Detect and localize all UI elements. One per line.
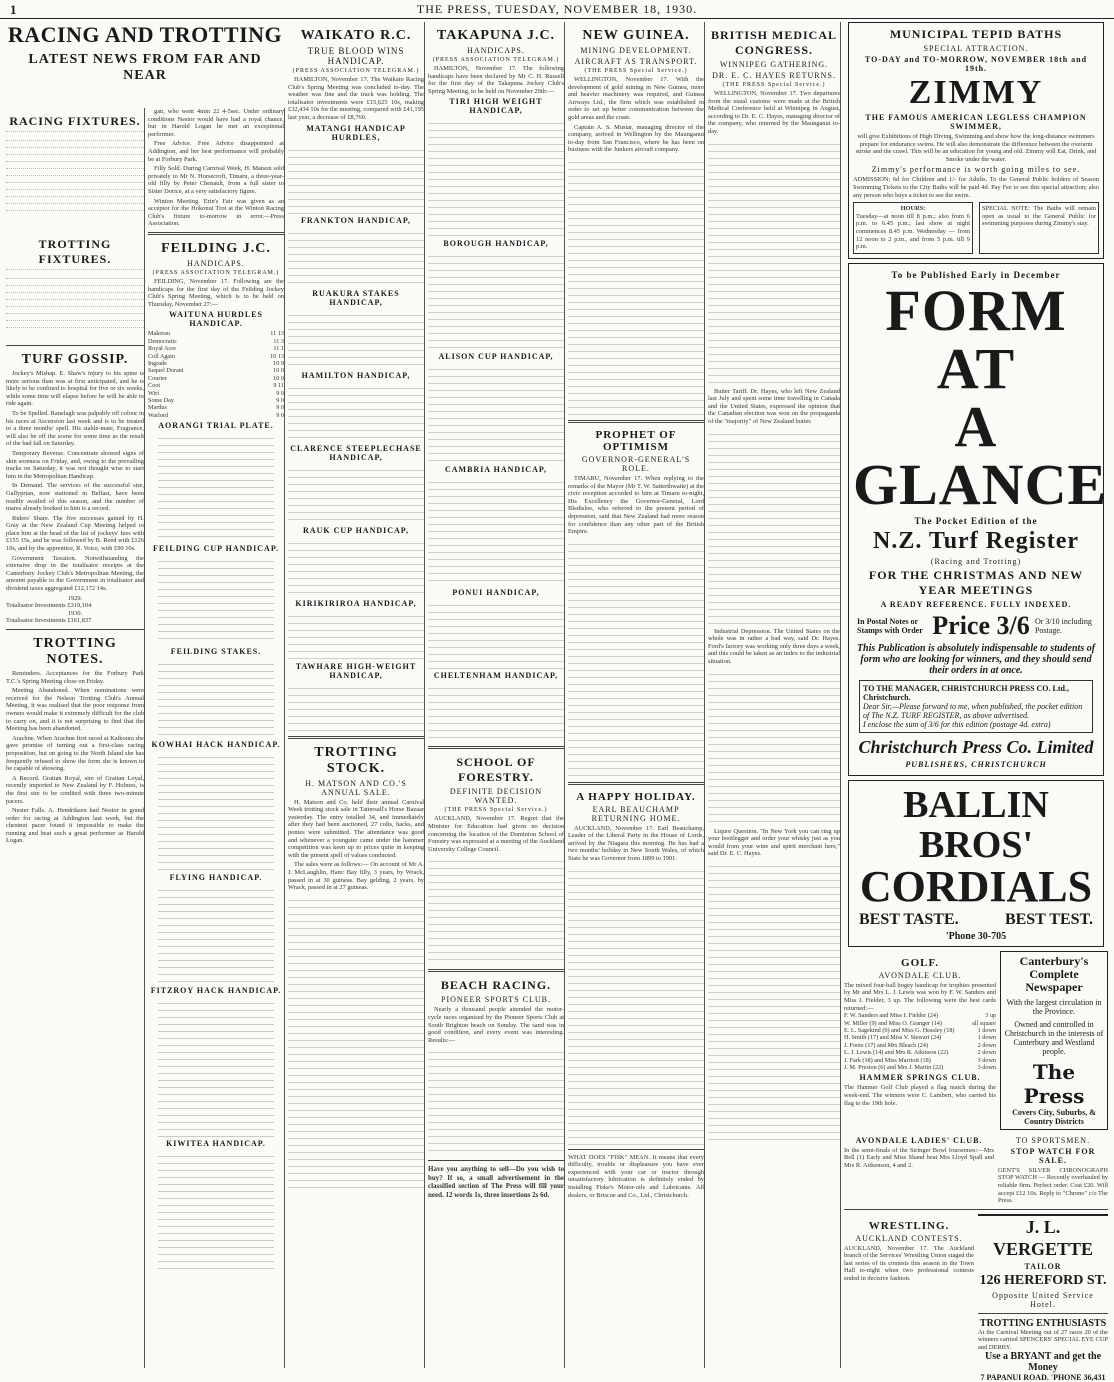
turf-register-ad xyxy=(848,263,1108,776)
entry-row xyxy=(148,353,284,360)
golf-score: 1 down xyxy=(977,1034,996,1042)
turf-register-title: N.Z. Turf Register xyxy=(873,527,1079,554)
golf-column xyxy=(844,951,996,1130)
zimmy-title: ZIMMY xyxy=(908,74,1044,111)
beach-racing-heading: BEACH RACING. xyxy=(440,978,552,993)
para-new-guinea-1: WELLINGTON, November 17. With the development of gold mining in New Guinea, more and heavier machinery was required, and Guinea Airways Ltd., the firm which was established in order to set up better communication between the gold areas and the coast. xyxy=(568,76,704,121)
baths-ad xyxy=(848,22,1104,259)
entry-row xyxy=(148,360,284,367)
trotting-fixtures-heading: TROTTING FIXTURES. xyxy=(38,237,112,266)
entry-weight: 9 0 xyxy=(276,404,284,412)
takapuna-sub: HANDICAPS. xyxy=(467,46,525,55)
alison-entries xyxy=(428,363,564,463)
column-4 xyxy=(428,22,565,1368)
race-cheltenham: CHELTENHAM HANDICAP, xyxy=(433,671,559,681)
para-arachne: Arachne. When Arachne first raced at Kaikoura she gave promise of turning out a first-class racing proposition, but on going to the North Island she has frequently refused to show the form she is known to be capable of showing. xyxy=(6,734,144,773)
trotting-notes-body xyxy=(6,670,144,845)
entry-row xyxy=(148,382,284,389)
main-subheadline: LATEST NEWS FROM FAR AND NEAR xyxy=(28,52,262,83)
ready-reference: A READY REFERENCE. FULLY INDEXED. xyxy=(880,599,1072,609)
page-number: 1 xyxy=(10,2,17,17)
avondale-ladies xyxy=(844,1134,994,1205)
golf-row xyxy=(844,1057,996,1064)
best-test: BEST TEST. xyxy=(1004,910,1093,928)
beach-results xyxy=(428,1046,564,1156)
golf-results xyxy=(844,1012,996,1071)
golf-score: all square xyxy=(972,1019,996,1027)
golf-row xyxy=(844,1049,996,1056)
para-filly-sold: Filly Sold. During Carnival Week, H. Matson sold privately to Mr N. Horsecroft, Timaru, a three-year-old filly by Peter Chenault, from a full sister to Sister Dorice, at a very satisfactory figure. xyxy=(148,165,284,195)
order-enclose: I enclose the sum of 3/6 for this edition (postage 4d. extra) xyxy=(863,719,1051,729)
para-industrial: Industrial Depression. The United States on the whole was in rather a bad way, said Dr. Hayes. Ford's factory was working only three days a week, and this could be taken as an index to the industrial situation. xyxy=(708,627,840,665)
feilding-sub: HANDICAPS. xyxy=(187,258,245,268)
golf-row xyxy=(844,1034,996,1041)
trotting-notes-heading: TROTTING NOTES. xyxy=(33,636,117,667)
medical-body-2 xyxy=(708,428,840,628)
ballin-title: BALLIN BROS' xyxy=(903,783,1049,866)
entry-row xyxy=(148,367,284,374)
vergette-ad xyxy=(978,1214,1108,1382)
aorangi-entries xyxy=(158,432,274,542)
order-to-manager: TO THE MANAGER, CHRISTCHURCH PRESS CO. Ltd., Christchurch. xyxy=(863,683,1069,702)
beach-racing-sub: PIONEER SPORTS CLUB. xyxy=(441,995,551,1005)
price: Price 3/6 xyxy=(932,610,1030,640)
holiday-sub: EARL BEAUCHAMP RETURNING HOME. xyxy=(591,804,681,823)
trotting-desc: At the Carnival Meeting out of 27 races 20 of the winners carried SPENCERS' SPECIAL EYE CUP and DERBY. xyxy=(978,1328,1108,1351)
column-7-ads xyxy=(844,22,1108,1382)
golf-score: 3 up xyxy=(985,1012,996,1020)
race-frankton: FRANKTON HANDICAP, xyxy=(300,215,411,225)
prophet-heading: PROPHET OF OPTIMISM xyxy=(595,428,677,453)
para-nester-falls: Nester Falls. A. Hendriksen had Nestor in grand order for racing at Addington last week, but the chestnut pacer found it impossible to make the running and beat such a great performer as Harold Logan. xyxy=(6,807,144,845)
cambria-entries xyxy=(428,476,564,586)
to-sportsmen: TO SPORTSMEN. xyxy=(1015,1135,1091,1145)
tax-row-1929: Totalisator Investments £319,104 xyxy=(6,602,92,610)
race-tawhare: TAWHARE HIGH-WEIGHT HANDICAP, xyxy=(295,661,417,680)
turf-gossip-body xyxy=(6,370,144,625)
entry-weight: 9 11 xyxy=(273,382,284,390)
column-3 xyxy=(288,22,425,1368)
entry-weight: 10 13 xyxy=(270,352,284,360)
golf-pair: F. W. Sanders and Miss I. Fielder (24) xyxy=(844,1012,939,1020)
medical-sub: WINNIPEG GATHERING. xyxy=(719,60,829,69)
column-1 xyxy=(6,108,145,1368)
race-feilding-cup: FEILDING CUP HANDICAP. xyxy=(153,544,279,554)
the-press-logo: The Press xyxy=(1023,1059,1085,1108)
golf-row xyxy=(844,1027,996,1034)
race-aorangi: AORANGI TRIAL PLATE. xyxy=(158,421,274,431)
para-liquor: Liquor Question. "In New York you can ring up your bootlegger and order your whisky just as you would from your wine and spirit merchant here," said Dr. E. C. Hayes. xyxy=(708,827,840,858)
race-tiri: TIRI HIGH WEIGHT HANDICAP, xyxy=(449,97,543,116)
main-headline-block xyxy=(6,22,284,102)
para-riders-share: Riders' Share. The five successes gained by H. Gray at the New Zealand Cup Meeting helped to place him at the head of the list of jockeys' fees with £155 15s, and he was followed by B. Reed with £126 10s, and by the apprentice, R. Voice, with £90 10s. xyxy=(6,514,144,553)
masthead xyxy=(0,0,1114,19)
entries-list xyxy=(148,330,284,419)
column-2 xyxy=(148,108,285,1368)
cpc-publishers: PUBLISHERS, CHRISTCHURCH xyxy=(905,759,1047,769)
borough-entries xyxy=(428,250,564,350)
race-kowhai: KOWHAI HACK HANDICAP. xyxy=(151,740,281,750)
column-5 xyxy=(568,22,705,1368)
entry-horse: Courier xyxy=(148,374,167,382)
wrestling-section xyxy=(844,1214,974,1382)
vergette-opposite: Opposite United Service Hotel. xyxy=(992,1290,1094,1309)
para-reminders: Reminders. Acceptances for the Forbury Park T.C.'s Spring Meeting close on Friday. xyxy=(6,670,144,685)
indispensable-note: This Publication is absolutely indispensable to students of form who are looking for winners, and they should send their orders in at once. xyxy=(856,642,1096,676)
clarence-results xyxy=(288,464,424,524)
classified-promo: Have you anything to sell—Do you wish to buy? If so, a small advertisement in the classified section of The Press will fill your need. 12 words 1s, three insertions 2s 6d. xyxy=(428,1165,564,1199)
race-rauk-cup: RAUK CUP HANDICAP, xyxy=(303,525,409,535)
canterbury-ad xyxy=(1000,951,1108,1130)
sales-list xyxy=(288,894,424,1194)
col2-intro xyxy=(148,108,284,228)
golf-pair: J. Fark (18) and Miss Marriott (18) xyxy=(844,1056,931,1064)
race-matangi: MATANGI HANDICAP HURDLES, xyxy=(306,123,406,142)
pub-early: To be Published Early in December xyxy=(891,269,1061,280)
new-guinea-heading: NEW GUINEA. xyxy=(582,28,690,43)
covers: Covers City, Suburbs, & Country Districts xyxy=(1012,1107,1096,1126)
gents-watch: GENT'S SILVER CHRONOGRAPH STOP WATCH — Recently overhauled by reliable firm. Perfect order. Cost £20. Will accept £12 10s. Reply to "Chrono" c/o The Press. xyxy=(998,1166,1108,1205)
baths-special: SPECIAL ATTRACTION. xyxy=(923,44,1029,53)
cpc-name: Christchurch Press Co. Limited xyxy=(858,736,1094,757)
holiday-heading: A HAPPY HOLIDAY. xyxy=(576,790,696,803)
trotting-fixtures-list xyxy=(6,269,144,341)
entry-row xyxy=(148,390,284,397)
race-ponui: PONUI HANDICAP, xyxy=(452,588,540,598)
medical-sub2: DR. E. C. HAYES RETURNS. xyxy=(712,71,836,80)
para-matson-sale: H. Matson and Co. held their annual Carnival Week trotting stock sale in Tattersall's Horse Bazaar yesterday. The entry totalled 34, and immediately after they had been auctioned, 27 colts, hacks, and ponies were submitted. The attendance was good and whenever a youngster came under the hammer competition was keen up to prices quite in keeping with the present spell of values conducted. xyxy=(288,798,424,859)
entry-horse: Democratic xyxy=(148,337,177,345)
form-at: FORM AT xyxy=(885,277,1067,401)
golf-pair: J. Foote (17) and Mrs Bleach (24) xyxy=(844,1041,929,1049)
feilding-assoc: (PRESS ASSOCIATION TELEGRAM.) xyxy=(152,269,280,276)
entry-horse: Sequel Dorani xyxy=(148,367,184,375)
baths-when: TO-DAY and TO-MORROW, NOVEMBER 18th and 19th. xyxy=(864,55,1088,73)
new-guinea-sub2: AIRCRAFT AS TRANSPORT. xyxy=(574,57,698,66)
para-forestry: AUCKLAND, November 17. Regret that the Minister for Education had given no decision concerning the location of the Dominion School of Forestry was expressed at a meeting of the Auckland University College Council. xyxy=(428,815,564,853)
para-sales-list: The sales were as follows:— On account of Mr A. J. McLaughlin, Ham: Bay filly, 3 years, by Wrack, passed in at 30 guineas. Bay gelding, 2 years, by Wrack, passed in at 27 guineas. xyxy=(288,861,424,892)
golf-score: 2 down xyxy=(977,1049,996,1057)
kiwitea-entries xyxy=(158,1150,274,1270)
para-waikato-intro: HAMILTON, November 17. The Waikato Racing Club's Spring Meeting was concluded to-day. The weather was fine and the track was holding. The totalisator investments were £15,625 10s, making £32,434 10s for the meeting, compared with £41,195 last year, a decrease of £8,760. xyxy=(288,76,424,121)
racing-fixtures-heading: RACING FIXTURES. xyxy=(9,114,141,128)
golf-score: 3 down xyxy=(977,1056,996,1064)
golf-para: The mixed four-ball bogey handicap for trophies presented by Mr and Mrs L. J. Lewis was won by F. W. Sanders and Miss I. Fielder, 3 up. The following were the best cards returned:— xyxy=(844,981,996,1012)
entry-weight: 10 9 xyxy=(273,359,284,367)
order-dear-sir: Dear Sir,—Please forward to me, when published, the pocket edition of The N.Z. TURF REGISTER, as above advertised. xyxy=(863,701,1083,720)
entry-row xyxy=(148,345,284,352)
race-hamilton: HAMILTON HANDICAP, xyxy=(301,370,411,380)
para-a-record: A Record. Grattan Royal, sire of Grattan Loyal, recently imported to New Zealand by F. Holmes, is the first sire to be credited with three two-minute pacers. xyxy=(6,774,144,805)
pocket-edition: The Pocket Edition of the xyxy=(914,515,1038,526)
para-takapuna-intro: HAMILTON, November 17. The following handicaps have been declared by Mr C. H. Russell for the first day of the Takapuna Jockey Club's Spring Meeting, to be held on November 29th:— xyxy=(428,65,564,95)
tiri-entries xyxy=(428,117,564,237)
entry-weight: 9 0 xyxy=(276,396,284,404)
racing-trotting-label: (Racing and Trotting) xyxy=(930,556,1022,566)
matangi-results xyxy=(288,144,424,214)
entry-weight: 10 0 xyxy=(273,374,284,382)
entry-horse: Royal Acre xyxy=(148,345,177,353)
feilding-heading: FEILDING J.C. xyxy=(161,240,271,256)
entry-row xyxy=(148,330,284,337)
entry-row xyxy=(148,412,284,419)
vergette-tailor: TAILOR xyxy=(1024,1261,1062,1271)
golf-heading: GOLF. xyxy=(901,956,939,969)
hours-text: Tuesday—at noon till 8 p.m.; also from 6 p.m. to 6.45 p.m.; last show at night commences 8.45 p.m. Wednesday — from 12 noon to 2 p.m., and from 5 p.m. till 9 p.m. xyxy=(856,212,970,251)
cheltenham-entries xyxy=(428,682,564,742)
bryant-address: 7 PAPANUI ROAD. 'PHONE 36,431 xyxy=(980,1373,1106,1382)
race-flying: FLYING HANDICAP. xyxy=(169,873,263,883)
race-alison: ALISON CUP HANDICAP, xyxy=(438,352,554,362)
best-taste: BEST TASTE. xyxy=(859,910,959,928)
ruakura-results xyxy=(288,309,424,369)
feilding-cup-entries xyxy=(158,555,274,645)
golf-pair: E. L. Sagekind (9) and Miss G. Heasley (18) xyxy=(844,1026,955,1034)
entry-row xyxy=(148,397,284,404)
para-in-demand: In Demand. The services of the successful sire, Gallyprian, now stationed in Belfast, have been readily availed of this season, and the number of mares already booked to him is a record. xyxy=(6,482,144,513)
zimmy-worth: Zimmy's performance is worth going miles to see. xyxy=(871,165,1081,175)
para-beach: Nearly a thousand people attended the motor-cycle races organised by the Pioneer Sports Club at South Brighton beach on Sunday. The sand was in good condition, and every event was interesting. Results:— xyxy=(428,1006,564,1044)
para-to-be-spelled: To be Spelled. Ranelagh was palpably off colour in his races at Ascension last week and is to be treated to a three months' spell. His stable-mate, Fragrance, will also be off the scene for some time as the result of the bad fall on Saturday. xyxy=(6,409,144,448)
golf-pair: J. M. Preston (6) and Mrs J. Martin (22) xyxy=(844,1063,944,1071)
race-kirikiriroa: KIRIKIRIROA HANDICAP, xyxy=(295,598,417,608)
masthead-title: THE PRESS, TUESDAY, NOVEMBER 18, 1930. xyxy=(416,2,698,16)
postal-notes: In Postal Notes or Stamps with Order xyxy=(857,616,923,635)
rauk-results xyxy=(288,537,424,597)
hammer-para: The Hanmer Golf Club played a flag match during the week-end. The winners were C. Lambert, who carried his flag to the 19th hole. xyxy=(844,1084,996,1107)
golf-score: 2 down xyxy=(977,1041,996,1049)
para-government-taxation: Government Taxation. Notwithstanding the extensive drop in the totalisator receipts at the Canterbury Jockey Club's Metropolitan Meeting, the amount payable to the Government in totalisator and dividend taxes aggregated £12,172 14s. xyxy=(6,554,144,593)
special-note-box: SPECIAL NOTE: The Baths will remain open as usual to the General Public for swimming purposes during Zimmy's stay. xyxy=(979,202,1099,254)
entry-horse: Warlord xyxy=(148,411,169,419)
hammer-heading: HAMMER SPRINGS CLUB. xyxy=(859,1073,981,1083)
para-butter-tariff: Butter Tariff. Dr. Hayes, who left New Zealand last July and spent some time travelling in Canada and the United States, expressed the opinion that the Canadian election was won on the propaganda of the "majority" of New Zealand butter. xyxy=(708,387,840,425)
golf-pair: W. Miller (9) and Miss O. Granger (14) xyxy=(844,1019,942,1027)
trotting-enthusiasts: TROTTING ENTHUSIASTS xyxy=(979,1317,1107,1329)
a-glance: A GLANCE xyxy=(853,393,1108,517)
waikato-heading: WAIKATO R.C. xyxy=(300,28,412,43)
para-medical-1: WELLINGTON, November 17. Two departures from the usual customs were made at the British Medical Conference held at Winnipeg in August, according to Dr. E. C. Hayes, managing director of the company, who returned by the Maunganui to-day. xyxy=(708,90,840,135)
para-meeting-abandoned: Meeting Abandoned. When nominations were received for the Nelson Trotting Club's Annual Meeting, it was realised that the poor response from owners would make it extremely difficult for the club to carry on, and it is not surprising to find that the Meeting has been abandoned. xyxy=(6,687,144,733)
order-form[interactable] xyxy=(859,680,1093,733)
para-prophet: TIMARU, November 17. When replying to the remarks of the Mayor (Mr T. W. Satterthwaite) at the civic reception accorded to him at Timaru to-night, His Excellency the Governor-General, Lord Bledisloe, who referred to the present period of depression, said that New Zealand had more reason for confidence than any other part of the British Empire. xyxy=(568,474,704,536)
entry-weight: 9 0 xyxy=(276,389,284,397)
para-temporary-reverse: Temporary Reverse. Concentrate showed signs of skin soreness on Friday, and, owing to the prevailing tracks on Saturday, it was not thought wise to start him in the Metropolitan Handicap. xyxy=(6,449,144,480)
new-guinea-sub: MINING DEVELOPMENT. xyxy=(580,46,692,55)
column-6 xyxy=(708,22,841,1368)
race-clarence: CLARENCE STEEPLECHASE HANDICAP, xyxy=(290,443,422,462)
flying-entries xyxy=(158,884,274,984)
para-free-advice: Free Advice. Free Advice disappointed at Addington, and her best performance will probably be at Forbury Park. xyxy=(148,140,284,163)
golf-row xyxy=(844,1012,996,1019)
frankton-results xyxy=(288,227,424,287)
para-jockey-mishap: Jockey's Mishap. E. Shaw's injury to his spine is more serious than was at first anticipated, and he is likely to be confined to hospital for five or six weeks, while some time will elapse before he will be able to ride again. xyxy=(6,370,144,408)
racing-fixtures-list xyxy=(6,131,144,231)
entry-weight: 11 3 xyxy=(273,337,284,345)
golf-row xyxy=(844,1064,996,1071)
avondale-heading: AVONDALE CLUB. xyxy=(878,970,962,980)
entry-horse: Makerau xyxy=(148,330,170,338)
owned-controlled: Owned and controlled in Christchurch in the interests of Canterbury and Westland people. xyxy=(1004,1019,1104,1056)
entry-weight: 11 1 xyxy=(273,345,284,353)
race-feilding-stakes: FEILDING STAKES. xyxy=(170,647,262,657)
entry-horse: Coll Again xyxy=(148,352,175,360)
ladies-para: In the semi-finals of the Stringer Bowl foursomes:—Mrs Bell (1) Early and Miss Shand beat Mrs Lloyd Spall and Mrs R. Aitkenson, 4 and 2. xyxy=(844,1146,994,1169)
wrestling-para: AUCKLAND, November 17. The Auckland branch of the Services' Wrestling Union staged the last series of its contests this season in the Town Hall to-night when two professional contests ended in decisive fashion. xyxy=(844,1244,974,1283)
entry-horse: Some Day xyxy=(148,396,174,404)
avondale-ladies-heading: AVONDALE LADIES' CLUB. xyxy=(855,1135,983,1145)
medical-body-1 xyxy=(708,138,840,388)
tawhare-results xyxy=(288,682,424,732)
largest-circulation: With the largest circulation in the Province. xyxy=(1006,997,1102,1016)
race-cambria: CAMBRIA HANDICAP, xyxy=(444,465,548,475)
prophet-body xyxy=(568,538,704,778)
hours-title: HOURS: xyxy=(900,205,926,213)
entry-horse: Mardus xyxy=(148,404,167,412)
for-christmas: FOR THE CHRISTMAS AND NEW YEAR MEETINGS xyxy=(868,567,1084,597)
entry-row xyxy=(148,375,284,382)
turf-gossip-heading: TURF GOSSIP. xyxy=(21,352,129,367)
entry-weight: 10 0 xyxy=(273,367,284,375)
golf-score: 1 down xyxy=(977,1026,996,1034)
medical-body-3 xyxy=(708,668,840,828)
prophet-sub: GOVERNOR-GENERAL'S ROLE. xyxy=(581,454,691,473)
zimmy-admission: ADMISSION: 6d for Children and 1/- for Adults. To the General Public holders of Season Swimming Tickets to the City Baths will be paid 4d. Pay Fee to see this special attraction; also any person who buys a ticket to see the swim. xyxy=(853,176,1099,199)
race-fitzroy: FITZROY HACK HANDICAP. xyxy=(150,986,282,996)
vergette-name: J. L. VERGETTE xyxy=(978,1214,1108,1260)
postage-note: Or 3/10 including Postage. xyxy=(1034,616,1092,635)
para-winton-meeting: Winton Meeting. Erin's Fair was given as an acceptor for the Hokonui Trot at the Winton Racing Club's fixture to-morrow in error.—Press Association. xyxy=(148,197,284,228)
golf-row xyxy=(844,1042,996,1049)
tax-year-1929: 1929. xyxy=(67,594,83,602)
entry-row xyxy=(148,338,284,345)
vergette-address: 126 HEREFORD ST. xyxy=(979,1272,1107,1288)
waikato-assoc: (PRESS ASSOCIATION TELEGRAM.) xyxy=(292,68,420,74)
para-nestor-cont: gan, who went 4min 22 4-5sec. Under ordinary conditions Nestor would have had a royal chance, but in Harold Logan he met an exceptional performer. xyxy=(148,108,284,138)
entry-row xyxy=(148,404,284,411)
forestry-body xyxy=(428,855,564,965)
forestry-heading: SCHOOL OF FORESTRY. xyxy=(456,755,536,785)
hamilton-results xyxy=(288,382,424,442)
takapuna-assoc: (PRESS ASSOCIATION TELEGRAM.) xyxy=(432,57,560,63)
golf-score: 3 down xyxy=(977,1063,996,1071)
race-kiwitea: KIWITEA HANDICAP. xyxy=(166,1139,266,1149)
entry-horse: Ingrade xyxy=(148,359,167,367)
holiday-body xyxy=(568,865,704,1145)
fisk-ad: WHAT DOES "FISK" MEAN. It means that every difficulty, trouble or displeasure you have ever experienced with your car or tractor through unsatisfactory lubrication is definitely ended by installing Fiske's Motor-oils and Lubricants. All dealers, or Briscoe and Co., Ltd., Christchurch. xyxy=(568,1153,704,1199)
para-feilding-intro: FEILDING, November 17. Following are the handicaps for the first day of the Feilding Jockey Club's Spring Meeting, which is to be held on Thursday, November 27:— xyxy=(148,277,284,308)
race-ruakura: RUAKURA STAKES HANDICAP, xyxy=(312,288,400,307)
stop-watch-sale: STOP WATCH FOR SALE. xyxy=(1010,1146,1096,1165)
canterbury-title: Canterbury's Complete Newspaper xyxy=(1019,953,1089,994)
stop-watch-ad xyxy=(998,1134,1108,1205)
golf-row xyxy=(844,1020,996,1027)
new-guinea-body xyxy=(568,156,704,416)
feilding-stakes-entries xyxy=(158,658,274,738)
cordials-title: CORDIALS xyxy=(859,861,1093,911)
trotting-stock-sub: H. MATSON AND CO.'S ANNUAL SALE. xyxy=(305,778,407,797)
zimmy-sub: THE FAMOUS AMERICAN LEGLESS CHAMPION SWIMMER, xyxy=(865,113,1087,131)
entry-horse: Wiri xyxy=(148,389,160,397)
kowhai-entries xyxy=(158,751,274,871)
entry-weight: 11 13 xyxy=(270,330,284,338)
forestry-sub: DEFINITE DECISION WANTED. xyxy=(449,787,543,806)
hours-box xyxy=(853,202,973,254)
kirikiriroa-results xyxy=(288,610,424,660)
para-holiday: AUCKLAND, November 17. Earl Beauchamp, Leader of the Liberal Party in the House of Lords, arrived by the Niagara this morning. He has had a two months' holiday in New South Wales, of which State he was Governor from 1899 to 1901. xyxy=(568,824,704,863)
main-headline: RACING AND TROTTING xyxy=(7,22,283,47)
medical-heading: BRITISH MEDICAL CONGRESS. xyxy=(710,28,838,57)
race-borough: BOROUGH HANDICAP, xyxy=(443,239,549,249)
medical-special: (THE PRESS Special Service.) xyxy=(722,82,826,88)
ballin-ad xyxy=(848,780,1104,947)
waikato-sub: TRUE BLOOD WINS HANDICAP. xyxy=(307,46,405,66)
bryant-headline: Use a BRYANT and get the Money xyxy=(984,1351,1102,1374)
entry-weight: 9 0 xyxy=(276,411,284,419)
wrestling-sub: AUCKLAND CONTESTS. xyxy=(855,1233,963,1243)
ballin-phone: 'Phone 30-705 xyxy=(945,930,1007,942)
race-waituna: WAITUNA HURDLES HANDICAP. xyxy=(169,310,263,329)
takapuna-heading: TAKAPUNA J.C. xyxy=(436,28,556,43)
forestry-special: (THE PRESS Special Service.) xyxy=(444,807,548,814)
golf-pair: H. Smith (17) and Miss V. Stewart (24) xyxy=(844,1034,942,1042)
tax-row-1930: Totalisator Investments £161,837 xyxy=(6,617,92,625)
trotting-stock-heading: TROTTING STOCK. xyxy=(314,744,398,776)
entry-horse: Coot xyxy=(148,382,161,390)
medical-body-4 xyxy=(708,860,840,1140)
golf-pair: L. J. Lewis (14) and Mrs R. Atkinson (22) xyxy=(844,1049,949,1057)
ponui-entries xyxy=(428,599,564,669)
fitzroy-entries xyxy=(158,997,274,1137)
wrestling-heading: WRESTLING. xyxy=(868,1219,950,1232)
new-guinea-special: (THE PRESS Special Service.) xyxy=(584,68,688,74)
para-new-guinea-2: Captain A. S. Mustar, managing director of the company, arrived in Wellington by the Maunganui to-day from San Francisco, where he has been on business with the Junkers aircraft company. xyxy=(568,123,704,154)
zimmy-desc: will give Exhibitions of High Diving, Swimming and show how the long-distance swimmers prepare for endurance swims. He will also demonstrate the difference between the overarm stroke and the crawl. This will be an education for young and old. Zimmy will Eat, Drink, and Smoke under the water. xyxy=(855,133,1097,163)
tax-year-1930: 1930. xyxy=(67,609,83,617)
baths-title: MUNICIPAL TEPID BATHS xyxy=(889,27,1063,41)
